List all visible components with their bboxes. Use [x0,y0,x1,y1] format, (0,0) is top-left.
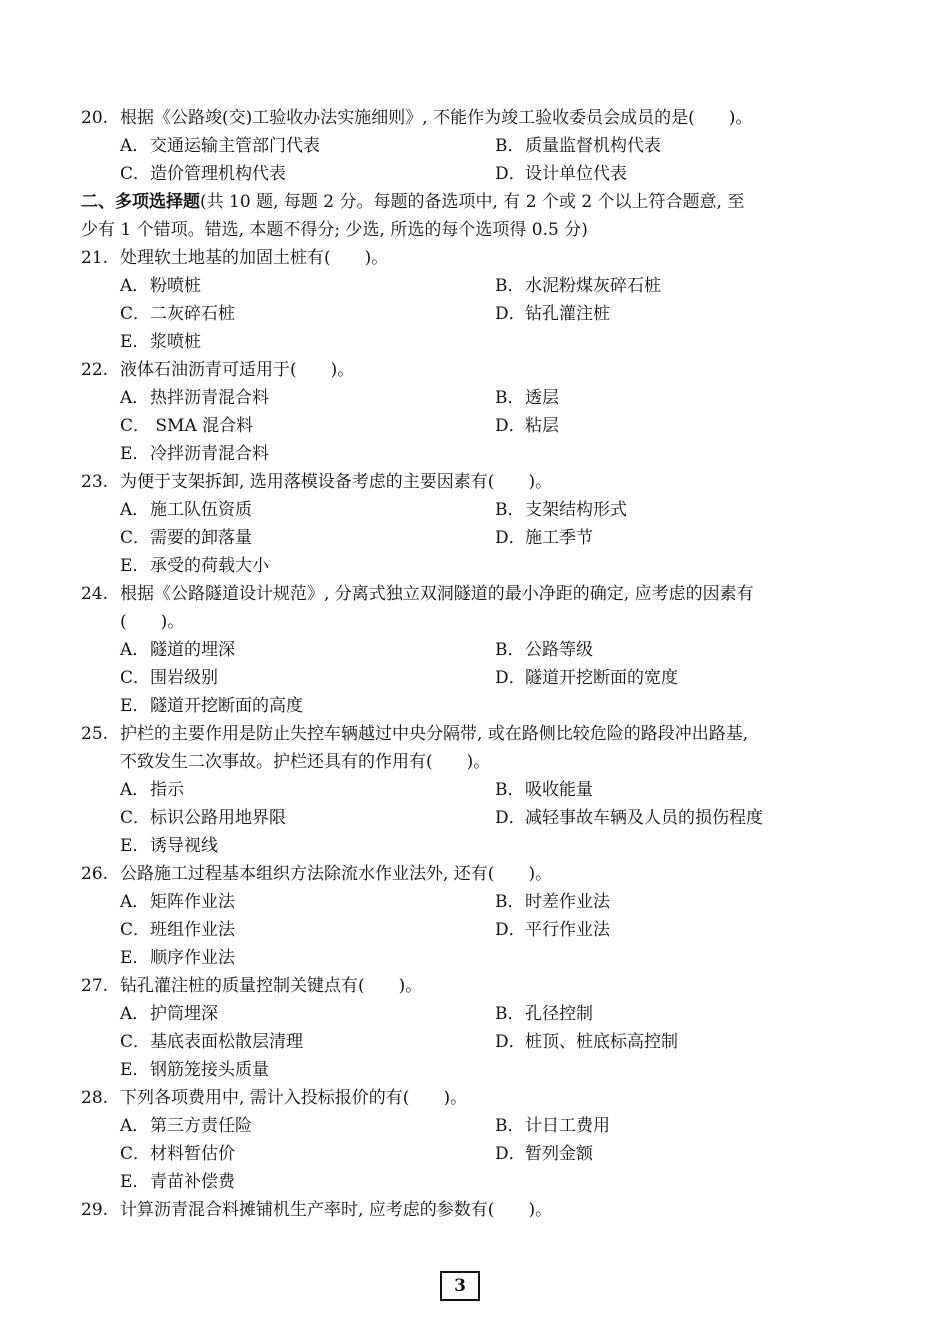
option-d: D．钻孔灌注桩 [495,304,610,324]
option-e: E．诱导视线 [120,836,218,856]
option-e: E．钢筋笼接头质量 [120,1060,269,1080]
question-26: 26. 公路施工过程基本组织方法除流水作业法外, 还有( )。 [81,864,553,884]
option-d: D．施工季节 [495,528,593,548]
page-number: 3 [440,1271,480,1301]
question-24-cont: ( )。 [120,612,185,632]
option-b: B．透层 [495,388,559,408]
option-d: D．平行作业法 [495,920,610,940]
option-c: C．基底表面松散层清理 [120,1032,303,1052]
section-desc: (共 10 题, 每题 2 分。每题的备选项中, 有 2 个或 2 个以上符合题意, 至 [200,192,745,212]
option-c: C．标识公路用地界限 [120,808,286,828]
question-number: 20. [81,108,109,128]
option-b: B．水泥粉煤灰碎石桩 [495,276,661,296]
option-b: B．吸收能量 [495,780,593,800]
question-25: 25. 护栏的主要作用是防止失控车辆越过中央分隔带, 或在路侧比较危险的路段冲出路基, [81,724,749,744]
option-b: B．质量监督机构代表 [495,136,661,156]
option-e: E．隧道开挖断面的高度 [120,696,303,716]
question-27: 27. 钻孔灌注桩的质量控制关键点有( )。 [81,976,423,996]
option-a: A．热拌沥青混合料 [120,388,269,408]
option-b: B．计日工费用 [495,1116,610,1136]
option-c: C．二灰碎石桩 [120,304,235,324]
option-a: A．交通运输主管部门代表 [120,136,320,156]
option-a: A．护筒埋深 [120,1004,218,1024]
option-a: A．指示 [120,780,184,800]
question-22: 22. 液体石油沥青可适用于( )。 [81,360,355,380]
question-29: 29. 计算沥青混合料摊铺机生产率时, 应考虑的参数有( )。 [81,1200,553,1220]
option-c: C． SMA 混合料 [120,416,254,436]
option-b: B．公路等级 [495,640,593,660]
option-c: C．造价管理机构代表 [120,164,286,184]
option-a: A．施工队伍资质 [120,500,252,520]
section-heading [81,190,744,214]
option-e: E．青苗补偿费 [120,1172,235,1192]
question-text: 根据《公路竣(交)工验收办法实施细则》, 不能作为竣工验收委员会成员的是( )。 [120,108,753,128]
option-b: B．孔径控制 [495,1004,593,1024]
option-b: B．时差作业法 [495,892,610,912]
option-d: D．暂列金额 [495,1144,593,1164]
question-25-cont: 不致发生二次事故。护栏还具有的作用有( )。 [120,752,491,772]
question-23: 23. 为便于支架拆卸, 选用落模设备考虑的主要因素有( )。 [81,472,553,492]
option-d: D．粘层 [495,416,559,436]
option-b: B．支架结构形式 [495,500,627,520]
question-20 [81,106,752,130]
option-c: C．需要的卸落量 [120,528,252,548]
question-24: 24. 根据《公路隧道设计规范》, 分离式独立双洞隧道的最小净距的确定, 应考虑的因素有 [81,584,754,604]
question-21: 21. 处理软土地基的加固土桩有( )。 [81,248,389,268]
option-c: C．围岩级别 [120,668,218,688]
option-d: D．减轻事故车辆及人员的损伤程度 [495,808,763,828]
option-e: E．顺序作业法 [120,948,235,968]
option-d: D．隧道开挖断面的宽度 [495,668,678,688]
option-d: D．桩顶、桩底标高控制 [495,1032,678,1052]
section-title: 二、多项选择题 [81,192,200,212]
option-a: A．第三方责任险 [120,1116,252,1136]
question-28: 28. 下列各项费用中, 需计入投标报价的有( )。 [81,1088,468,1108]
option-d: D．设计单位代表 [495,164,627,184]
option-a: A．隧道的埋深 [120,640,235,660]
option-e: E．浆喷桩 [120,332,201,352]
option-c: C．材料暂估价 [120,1144,235,1164]
option-e: E．冷拌沥青混合料 [120,444,269,464]
option-a: A．矩阵作业法 [120,892,235,912]
section-desc-cont: 少有 1 个错项。错选, 本题不得分; 少选, 所选的每个选项得 0.5 分) [81,220,588,240]
option-a: A．粉喷桩 [120,276,201,296]
option-e: E．承受的荷载大小 [120,556,269,576]
option-c: C．班组作业法 [120,920,235,940]
